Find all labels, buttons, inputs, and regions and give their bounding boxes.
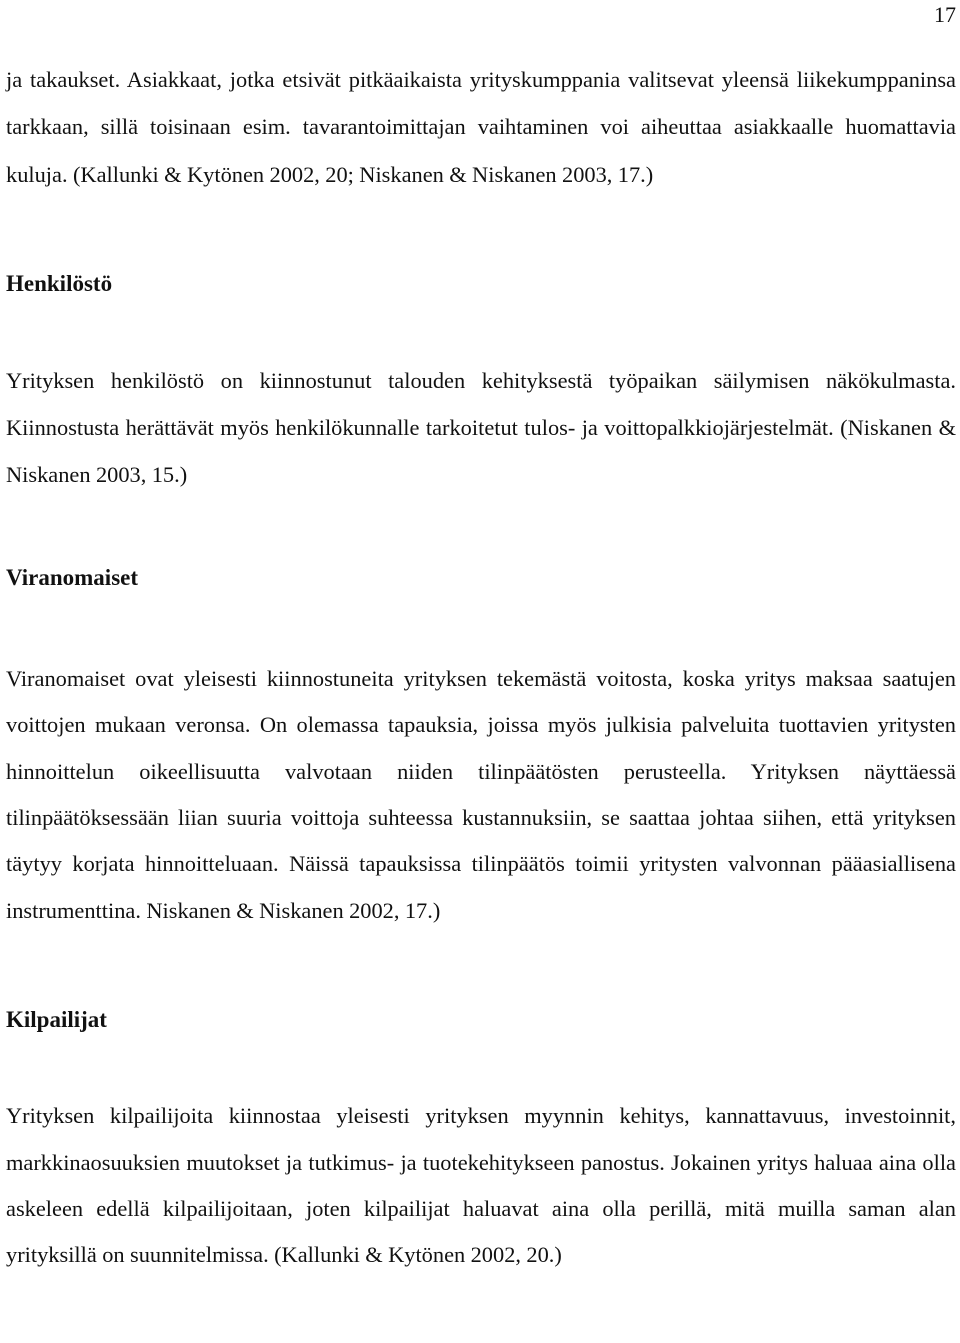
heading-kilpailijat: Kilpailijat — [6, 1007, 107, 1033]
heading-henkilosto: Henkilöstö — [6, 270, 113, 296]
intro-paragraph: ja takaukset. Asiakkaat, jotka etsivät pitkäaikaista yrityskumppania valitsevat yleensä liikekumppaninsa tarkkaan, sillä toisinaan esim. tavarantoimittajan vaihtaminen voi aiheuttaa asiakkaalle huomattavia kuluja. (Kallunki & Kytönen 2002, 20; Niskanen & Niskanen 2003, 17.) — [6, 67, 956, 187]
viranomaiset-paragraph: Viranomaiset ovat yleisesti kiinnostuneita yrityksen tekemästä voitosta, koska yritys maksaa saatujen voittojen mukaan veronsa. On olemassa tapauksia, joissa myös julkisia palveluita tuottavien yritysten hinnoittelun oikeellisuutta valvotaan niiden tilinpäätösten perusteella. Yrityksen näyttäessä tilinpäätöksessään liian suuria voittoja suhteessa kustannuksiin, se saattaa johtaa siihen, että yrityksen täytyy korjata hinnoitteluaan. Näissä tapauksissa tilinpäätös toimii yritysten valvonnan pääasiallisena instrumenttina. Niskanen & Niskanen 2002, 17.) — [6, 665, 956, 923]
henkilosto-paragraph: Yrityksen henkilöstö on kiinnostunut talouden kehityksestä työpaikan säilymisen näkökulmasta. Kiinnostusta herättävät myös henkilökunnalle tarkoitetut tulos- ja voittopalkkiojärjestelmät. (Niskanen & Niskanen 2003, 15.) — [6, 367, 956, 488]
page-number: 17 — [934, 2, 956, 27]
kilpailijat-paragraph: Yrityksen kilpailijoita kiinnostaa yleisesti yrityksen myynnin kehitys, kannattavuus, investoinnit, markkinaosuuksien muutokset ja tutkimus- ja tuotekehitykseen panostus. Jokainen yritys haluaa aina olla askeleen edellä kilpailijoitaan, joten kilpailijat haluavat aina olla perillä, mitä muilla saman alan yrityksillä on suunnitelmissa. (Kallunki & Kytönen 2002, 20.) — [6, 1103, 956, 1268]
document-body — [6, 56, 956, 1279]
heading-viranomaiset: Viranomaiset — [6, 564, 139, 590]
